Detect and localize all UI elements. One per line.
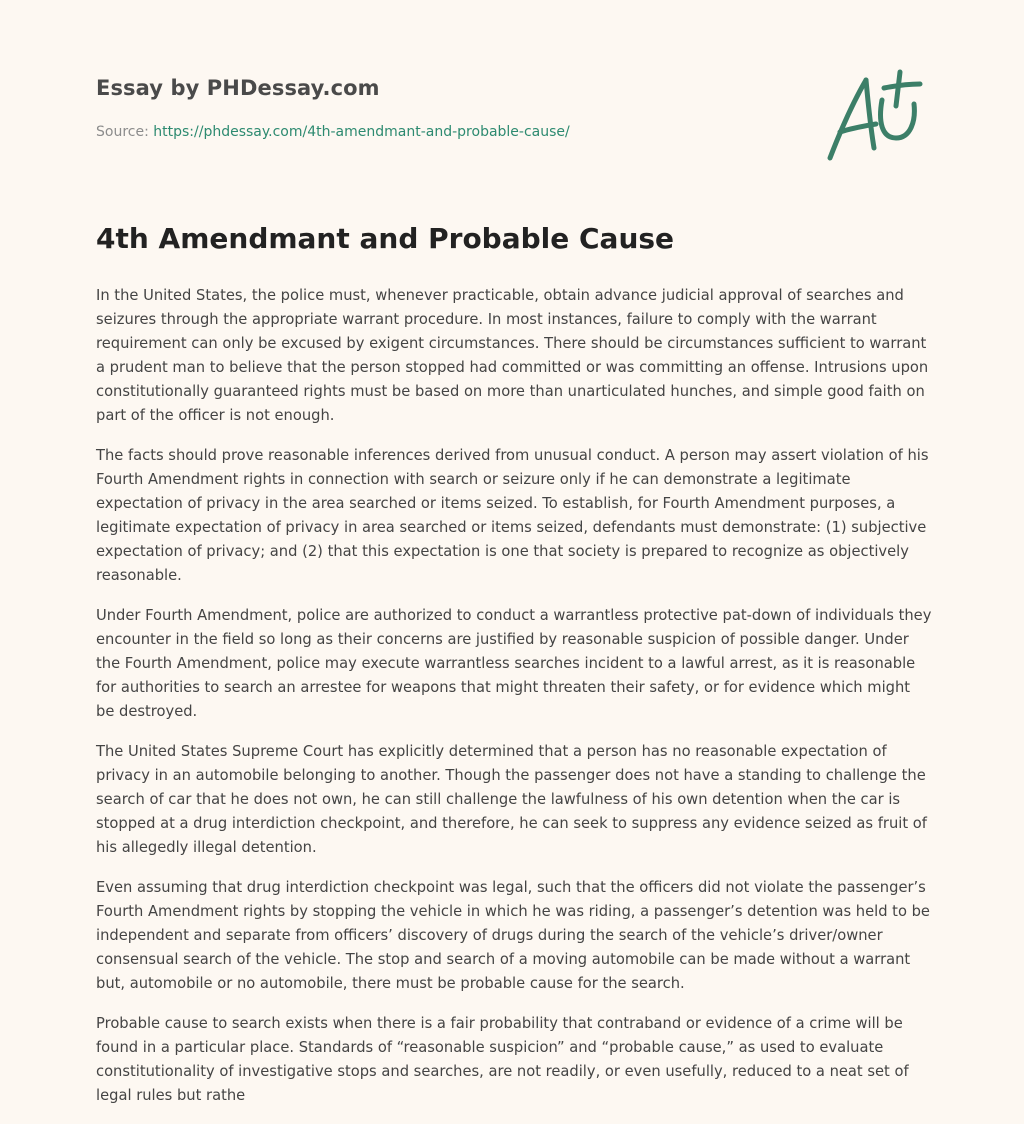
a-plus-logo-icon: [822, 66, 928, 166]
essay-paragraph: Under Fourth Amendment, police are authorized to conduct a warrantless protective pat-down of individuals they encounter in the field so long as their concerns are justified by reasonable suspicion of possible danger. Under the Fourth Amendment, police may execute warrantless searches incident to a lawful arrest, as it is reasonable for authorities to search an arrestee for weapons that might threaten their safety, or for evidence which might be destroyed.: [96, 607, 932, 720]
source-label: Source:: [96, 124, 149, 140]
essay-paragraph: Even assuming that drug interdiction checkpoint was legal, such that the officers did not violate the passenger’s Fourth Amendment rights by stopping the vehicle in which he was riding, a passenger’s detention was held to be independent and separate from officers’ discovery of drugs during the search of the vehicle’s driver/owner consensual search of the vehicle. The stop and search of a moving automobile can be made without a warrant but, automobile or no automobile, there must be probable cause for the search.: [96, 879, 930, 992]
essay-title: 4th Amendmant and Probable Cause: [96, 222, 675, 255]
source-line: [96, 124, 570, 140]
essay-paragraph: The United States Supreme Court has explicitly determined that a person has no reasonable expectation of privacy in an automobile belonging to another. Though the passenger does not have a standing to challenge the search of car that he does not own, he can still challenge the lawfulness of his own detention when the car is stopped at a drug interdiction checkpoint, and therefore, he can seek to suppress any evidence seized as fruit of his allegedly illegal detention.: [96, 743, 927, 856]
site-name: Essay by PHDessay.com: [96, 76, 380, 100]
essay-paragraph: Probable cause to search exists when there is a fair probability that contraband or evidence of a crime will be found in a particular place. Standards of “reasonable suspicion” and “probable cause,” as used to evaluate constitutionality of investigative stops and searches, are not readily, or even usefully, reduced to a neat set of legal rules but rathe: [96, 1015, 909, 1104]
essay-paragraph: The facts should prove reasonable inferences derived from unusual conduct. A person may assert violation of his Fourth Amendment rights in connection with search or seizure only if he can demonstrate a legitimate expectation of privacy in the area searched or items seized. To establish, for Fourth Amendment purposes, a legitimate expectation of privacy in area searched or items seized, defendants must demonstrate: (1) subjective expectation of privacy; and (2) that this expectation is one that society is prepared to recognize as objectively reasonable.: [96, 447, 929, 584]
source-link[interactable]: https://phdessay.com/4th-amendmant-and-probable-cause/: [153, 124, 570, 140]
essay-body: [96, 284, 932, 1124]
essay-paragraph: In the United States, the police must, whenever practicable, obtain advance judicial approval of searches and seizures through the appropriate warrant procedure. In most instances, failure to comply with the warrant requirement can only be excused by exigent circumstances. There should be circumstances sufficient to warrant a prudent man to believe that the person stopped had committed or was committing an offense. Intrusions upon constitutionally guaranteed rights must be based on more than unarticulated hunches, and simple good faith on part of the officer is not enough.: [96, 287, 929, 424]
